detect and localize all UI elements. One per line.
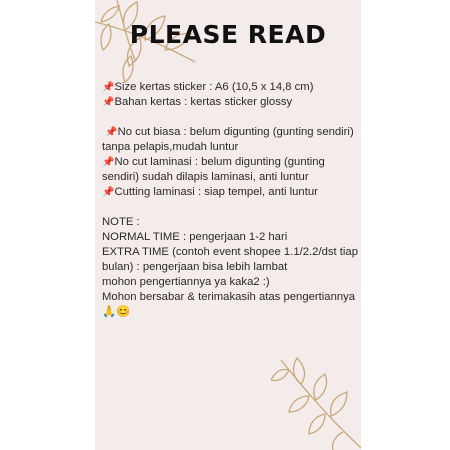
pushpin-icon: 📌 [102,157,115,168]
note-normal-time: NORMAL TIME : pengerjaan 1-2 hari [102,231,288,243]
pushpin-icon: 📌 [102,187,115,198]
info-text [102,80,361,320]
note-heading: NOTE : [102,216,140,228]
info-card [95,0,361,450]
list-item: 📌No cut laminasi : belum digunting (gunting sendiri) sudah dilapis laminasi, anti luntur [102,156,328,183]
list-item: 📌Size kertas sticker : A6 (10,5 x 14,8 cm) [102,81,314,93]
list-item: 📌No cut biasa : belum digunting (gunting sendiri) tanpa pelapis,mudah luntur [102,126,357,153]
leaf-branch-bottom-icon [271,340,361,450]
spacer [102,110,358,125]
note-thanks: Mohon bersabar & terimakasih atas pengertiannya🙏😊 [102,291,356,318]
note-apology: mohon pengertiannya ya kaka2 :) [102,276,270,288]
spacer [102,200,358,215]
list-item: 📌Cutting laminasi : siap tempel, anti luntur [102,186,318,198]
pushpin-icon: 📌 [102,97,115,108]
pushpin-icon: 📌 [102,82,115,93]
folded-hands-emoji-icon: 🙏😊 [102,306,131,318]
pushpin-icon: 📌 [105,127,118,138]
note-extra-time: EXTRA TIME (contoh event shopee 1.1/2.2/dst tiap bulan) : pengerjaan bisa lebih lambat [102,246,361,273]
page-title: PLEASE READ [129,20,327,49]
list-item: 📌Bahan kertas : kertas sticker glossy [102,96,293,108]
